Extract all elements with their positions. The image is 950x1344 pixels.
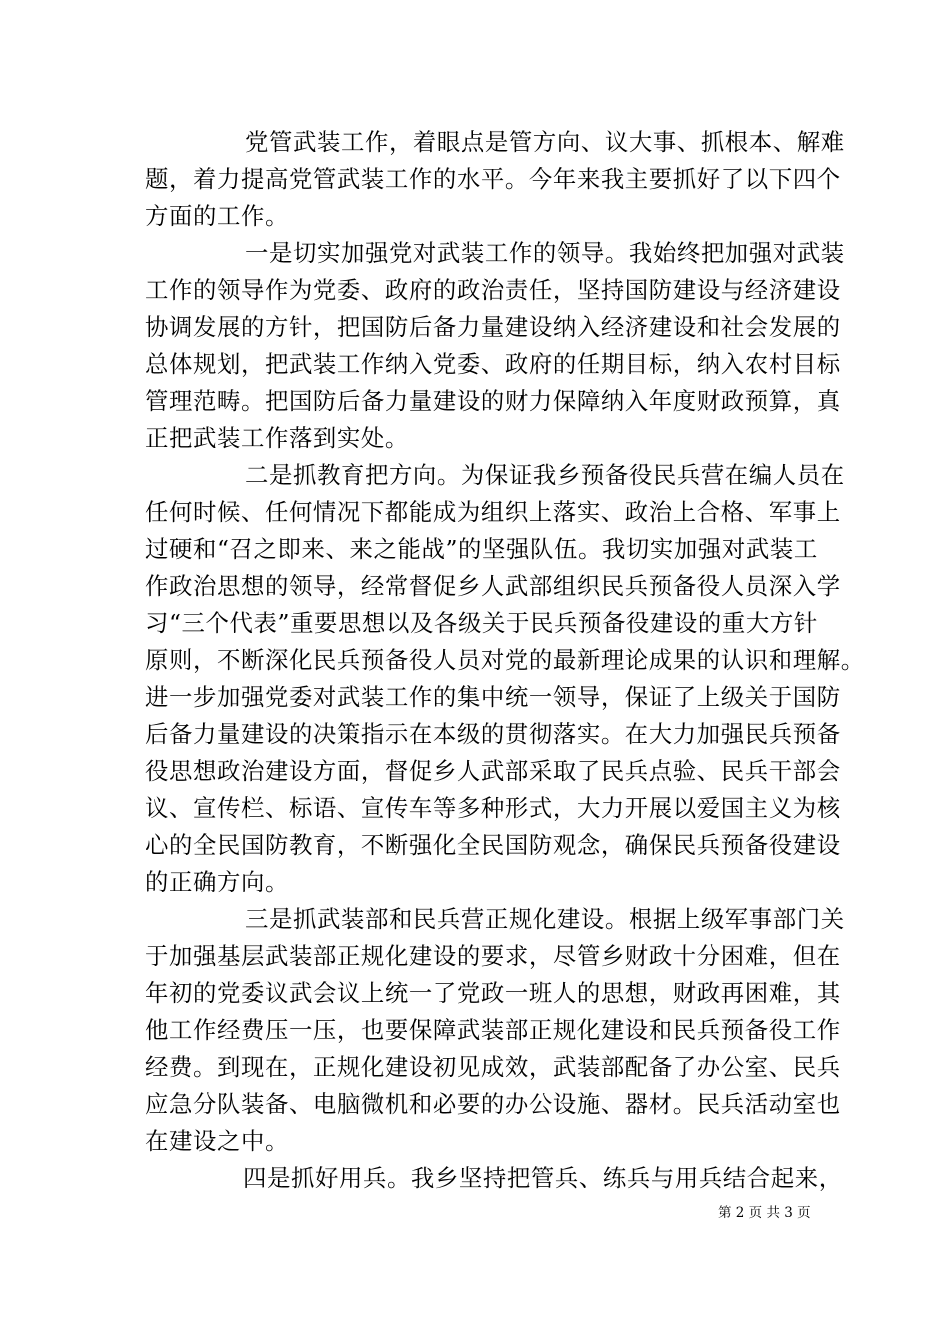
text-line: 后备力量建设的决策指示在本级的贯彻落实。在大力加强民兵预备 — [145, 720, 841, 748]
text-line: 他工作经费压一压，也要保障武装部正规化建设和民兵预备役工作 — [145, 1016, 841, 1044]
text-line: 心的全民国防教育，不断强化全民国防观念，确保民兵预备役建设 — [145, 831, 841, 859]
text-line: 协调发展的方针，把国防后备力量建设纳入经济建设和社会发展的 — [145, 313, 841, 341]
page-number-footer: 第 2 页 共 3 页 — [718, 1205, 811, 1221]
text-line: 党管武装工作，着眼点是管方向、议大事、抓根本、解难 — [245, 128, 845, 156]
text-line: 方面的工作。 — [145, 202, 289, 230]
text-line: 进一步加强党委对武装工作的集中统一领导，保证了上级关于国防 — [145, 683, 841, 711]
text-line: 一是切实加强党对武装工作的领导。我始终把加强对武装 — [245, 239, 845, 267]
text-line: 应急分队装备、电脑微机和必要的办公设施、器材。民兵活动室也 — [145, 1090, 841, 1118]
text-line: 役思想政治建设方面，督促乡人武部采取了民兵点验、民兵干部会 — [145, 757, 841, 785]
text-line: 原则，不断深化民兵预备役人员对党的最新理论成果的认识和理解。 — [145, 646, 865, 674]
text-line: 在建设之中。 — [145, 1127, 289, 1155]
text-line: 习“三个代表”重要思想以及各级关于民兵预备役建设的重大方针 — [145, 609, 818, 637]
text-line: 于加强基层武装部正规化建设的要求，尽管乡财政十分困难，但在 — [145, 942, 841, 970]
text-line: 正把武装工作落到实处。 — [145, 424, 409, 452]
text-line: 四是抓好用兵。我乡坚持把管兵、练兵与用兵结合起来， — [243, 1164, 843, 1192]
text-line: 年初的党委议武会议上统一了党政一班人的思想，财政再困难，其 — [145, 979, 841, 1007]
text-line: 议、宣传栏、标语、宣传车等多种形式，大力开展以爱国主义为核 — [145, 794, 841, 822]
text-line: 作政治思想的领导，经常督促乡人武部组织民兵预备役人员深入学 — [145, 572, 841, 600]
text-line: 题，着力提高党管武装工作的水平。今年来我主要抓好了以下四个 — [145, 165, 841, 193]
text-line: 管理范畴。把国防后备力量建设的财力保障纳入年度财政预算，真 — [145, 387, 841, 415]
text-line: 三是抓武装部和民兵营正规化建设。根据上级军事部门关 — [245, 905, 845, 933]
text-line: 二是抓教育把方向。为保证我乡预备役民兵营在编人员在 — [245, 461, 845, 489]
text-line: 经费。到现在，正规化建设初见成效，武装部配备了办公室、民兵 — [145, 1053, 841, 1081]
text-line: 过硬和“召之即来、来之能战”的坚强队伍。我切实加强对武装工 — [145, 535, 818, 563]
text-line: 工作的领导作为党委、政府的政治责任，坚持国防建设与经济建设 — [145, 276, 841, 304]
text-line: 的正确方向。 — [145, 868, 289, 896]
text-line: 总体规划，把武装工作纳入党委、政府的任期目标，纳入农村目标 — [145, 350, 841, 378]
text-line: 任何时候、任何情况下都能成为组织上落实、政治上合格、军事上 — [145, 498, 841, 526]
